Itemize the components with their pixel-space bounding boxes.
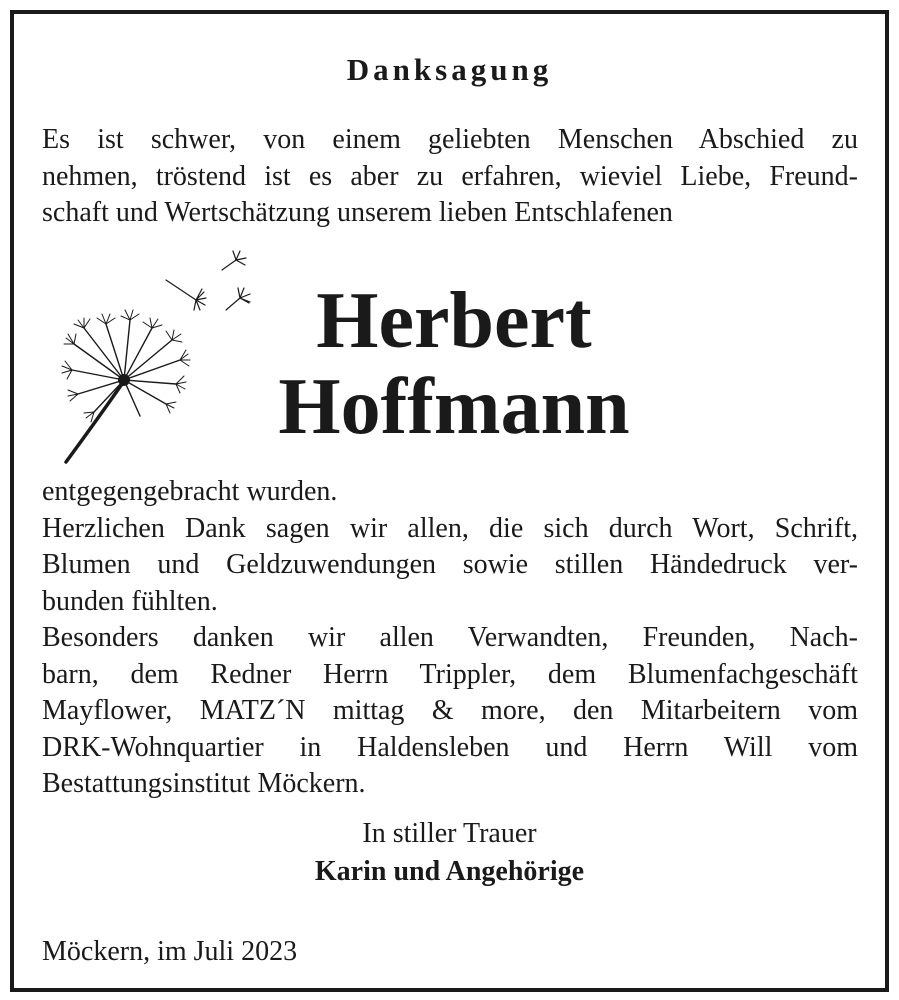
deceased-first-name: Herbert xyxy=(316,277,592,365)
body-paragraph xyxy=(42,474,858,803)
body-line: Mayflower, MATZ´N mittag & more, den Mitarbeitern vom xyxy=(42,695,858,726)
body-line: entgegengebracht wurden. xyxy=(42,476,338,507)
dandelion-icon xyxy=(44,244,264,464)
body-line: bunden fühlten. xyxy=(42,585,218,617)
body-line: DRK-Wohnquartier in Haldensleben und Herrn Will vom xyxy=(42,731,858,763)
intro-line: nehmen, tröstend ist es aber zu erfahren, wieviel Liebe, Freund- xyxy=(42,160,858,192)
body-line: Blumen und Geldzuwendungen sowie stillen Händedruck ver- xyxy=(42,549,858,580)
body-line: Bestattungsinstitut Möckern. xyxy=(42,768,366,799)
intro-line: Es ist schwer, von einem geliebten Menschen Abschied zu xyxy=(42,124,858,155)
intro-line: schaft und Wertschätzung unserem lieben Entschlafenen xyxy=(42,197,673,228)
intro-paragraph xyxy=(42,122,858,232)
body-line: Besonders danken wir allen Verwandten, Freunden, Nach- xyxy=(42,622,858,653)
closing-phrase: In stiller Trauer xyxy=(362,818,537,849)
deceased-last-name: Hoffmann xyxy=(278,363,630,451)
body-line: Herzlichen Dank sagen wir allen, die sich durch Wort, Schrift, xyxy=(42,512,858,544)
notice-frame xyxy=(10,10,889,992)
notice-title: Danksagung xyxy=(346,52,553,87)
signatories: Karin und Angehörige xyxy=(314,856,585,887)
place-and-date: Möckern, im Juli 2023 xyxy=(42,936,298,967)
body-line: barn, dem Redner Herrn Trippler, dem Blumenfachgeschäft xyxy=(42,658,858,690)
